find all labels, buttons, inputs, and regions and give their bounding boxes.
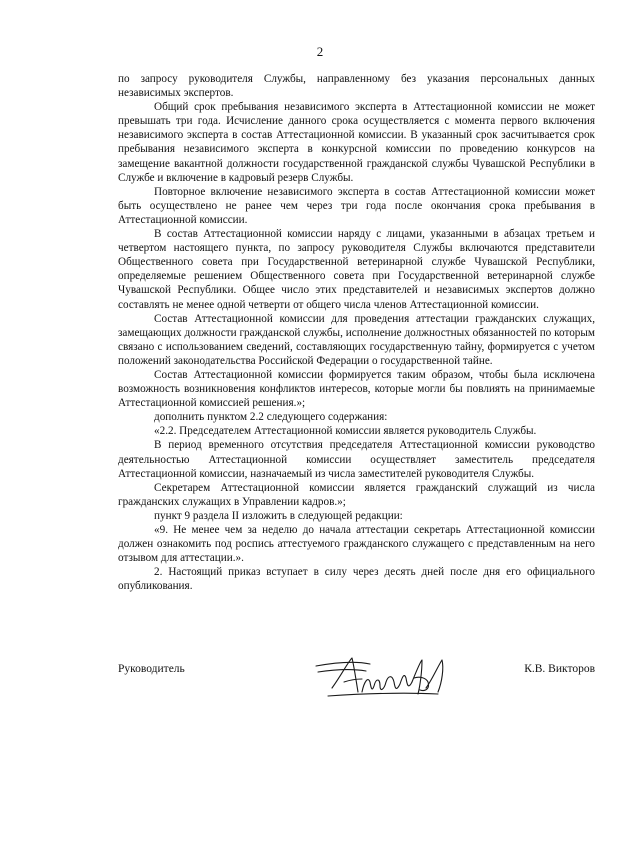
paragraph: пункт 9 раздела II изложить в следующей редакции: (154, 509, 403, 522)
signatory-title: Руководитель (118, 663, 185, 675)
paragraph: по запросу руководителя Службы, направленному без указания персональных данных независимых экспертов. (118, 73, 595, 100)
paragraph: Общий срок пребывания независимого эксперта в Аттестационной комиссии не может превышать три года. Исчисление данного срока осуществляется с момента первого включения независимого эксперта в состав Аттестационной комиссии. В указанный срок засчитывается срок пребывания независимого эксперта в конкурсной комиссии по проведению конкурсов на замещение вакантной должности государственной гражданской службы Чувашской Республики в Службе и включение в кадровый резерв Службы. (118, 101, 595, 184)
paragraph: В период временного отсутствия председателя Аттестационной комиссии руководство деятельностью Аттестационной комиссии осуществляет заместитель председателя Аттестационной комиссии, назначаемый из числа заместителей руководителя Службы. (118, 439, 595, 480)
signatory-name: К.В. Викторов (524, 663, 595, 675)
paragraph: Секретарем Аттестационной комиссии является гражданский служащий из числа гражданских служащих в Управлении кадров.»; (118, 481, 595, 508)
paragraph: В состав Аттестационной комиссии наряду с лицами, указанными в абзацах третьем и четвертом настоящего пункта, по запросу руководителя Службы включаются представители Общественного совета при Государственной ветеринарной службе Чувашской Республики, определяемые решением Общественного совета при Государственной ветеринарной службе Чувашской Республики. Общее число этих представителей и независимых экспертов должно составлять не менее одной четверти от общего числа членов Аттестационной комиссии. (118, 228, 595, 311)
document-body (118, 72, 595, 593)
page-number: 2 (316, 44, 324, 59)
paragraph: «2.2. Председателем Аттестационной комиссии является руководитель Службы. (154, 425, 537, 438)
paragraph: Состав Аттестационной комиссии формируется таким образом, чтобы была исключена возможность возникновения конфликтов интересов, которые могли бы повлиять на принимаемые Аттестационной комиссией решения.»; (118, 368, 595, 410)
handwritten-signature (308, 652, 458, 704)
paragraph: Повторное включение независимого эксперта в состав Аттестационной комиссии может быть осуществлено не ранее чем через три года после окончания срока пребывания в Аттестационной комиссии. (118, 185, 595, 226)
signature-block (118, 652, 595, 712)
paragraph: Состав Аттестационной комиссии для проведения аттестации гражданских служащих, замещающих должности гражданской службы, исполнение должностных обязанностей по которым связано с использованием сведений, составляющих государственную тайну, формируется с учетом положений законодательства Российской Федерации о государственной тайне. (118, 312, 595, 367)
paragraph: «9. Не менее чем за неделю до начала аттестации секретарь Аттестационной комиссии должен ознакомить под роспись аттестуемого гражданского служащего с представленным на него отзывом для аттестации.». (118, 524, 595, 565)
paragraph: 2. Настоящий приказ вступает в силу через десять дней после дня его официального опубликования. (118, 566, 595, 593)
paragraph: дополнить пунктом 2.2 следующего содержания: (154, 411, 388, 424)
